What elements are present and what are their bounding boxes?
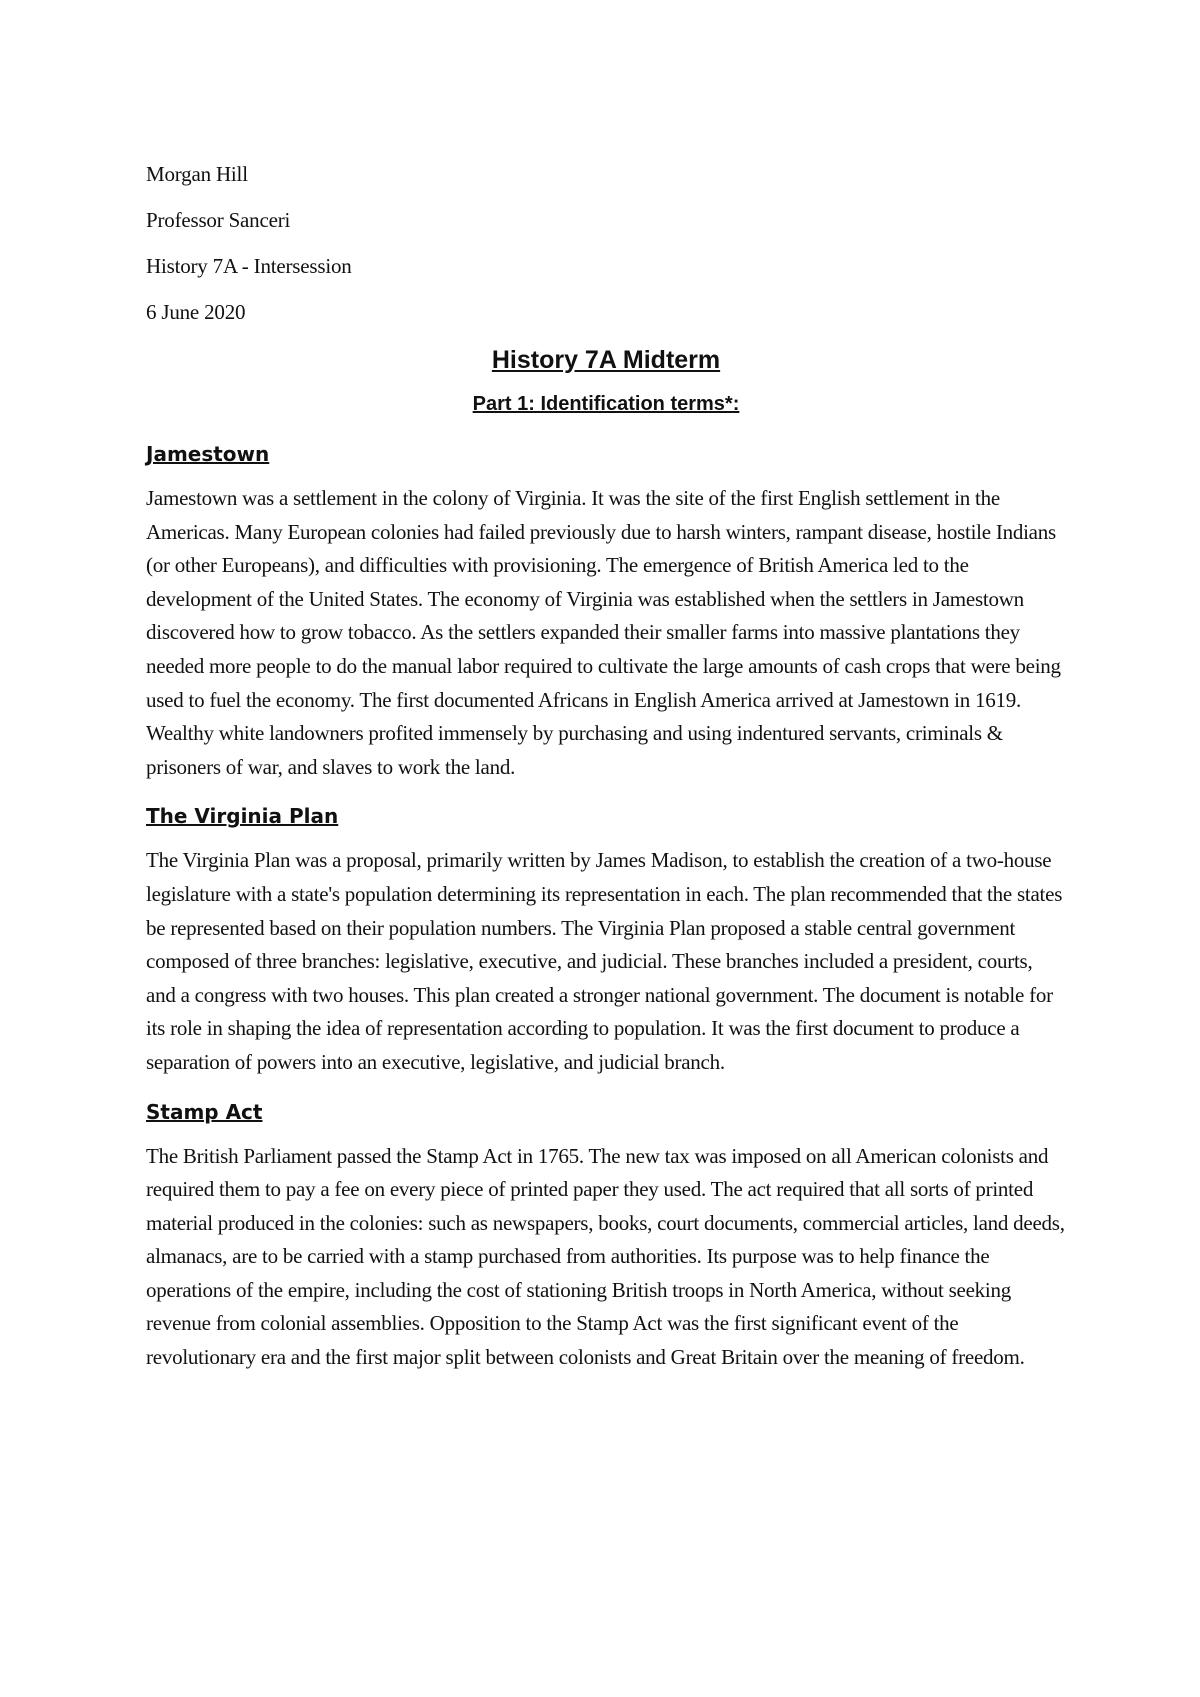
term-heading: The Virginia Plan xyxy=(146,804,339,829)
term-virginia-plan xyxy=(146,802,1066,1079)
term-stamp-act xyxy=(146,1098,1066,1375)
author-name: Morgan Hill xyxy=(146,162,248,186)
section-subtitle: Part 1: Identification terms*: xyxy=(472,393,740,415)
term-heading: Stamp Act xyxy=(146,1099,263,1124)
term-body: The Virginia Plan was a proposal, primarily written by James Madison, to establish the creation of a two-house legislature with a state's population determining its representation in each. The plan recommended that the states be represented based on their population numbers. The Virginia Plan proposed a stable central government composed of three branches: legislative, executive, and judicial. These branches included a president, courts, and a congress with two houses. This plan created a stronger national government. The document is notable for its role in shaping the idea of representation according to population. It was the first document to produce a separation of powers into an executive, legislative, and judicial branch. xyxy=(146,848,1063,1074)
professor-name: Professor Sanceri xyxy=(146,208,291,232)
document-title: History 7A Midterm xyxy=(491,346,721,374)
term-jamestown xyxy=(146,440,1066,784)
term-body: The British Parliament passed the Stamp Act in 1765. The new tax was imposed on all American colonists and required them to pay a fee on every piece of printed paper they used. The act required that all sorts of printed material produced in the colonies: such as newspapers, books, court documents, commercial articles, land deeds, almanacs, are to be carried with a stamp purchased from authorities. Its purpose was to help finance the operations of the empire, including the cost of stationing British troops in North America, without seeking revenue from colonial assemblies. Opposition to the Stamp Act was the first significant event of the revolutionary era and the first major split between colonists and Great Britain over the meaning of freedom. xyxy=(146,1143,1065,1370)
course-name: History 7A - Intersession xyxy=(146,254,352,278)
document-content xyxy=(146,160,1066,1393)
term-heading: Jamestown xyxy=(146,442,270,466)
term-body: Jamestown was a settlement in the colony of Virginia. It was the site of the first English settlement in the Americas. Many European colonies had failed previously due to harsh winters, rampant disease, hostile Indians (or other Europeans), and difficulties with provisioning. The emergence of British America led to the development of the United States. The economy of Virginia was established when the settlers in Jamestown discovered how to grow tobacco. As the settlers expanded their smaller farms into massive plantations they needed more people to do the manual labor required to cultivate the large amounts of cash crops that were being used to fuel the economy. The first documented Africans in English America arrived at Jamestown in 1619. Wealthy white landowners profited immensely by purchasing and using indentured servants, criminals & prisoners of war, and slaves to work the land. xyxy=(146,486,1061,779)
document-date: 6 June 2020 xyxy=(146,300,246,324)
